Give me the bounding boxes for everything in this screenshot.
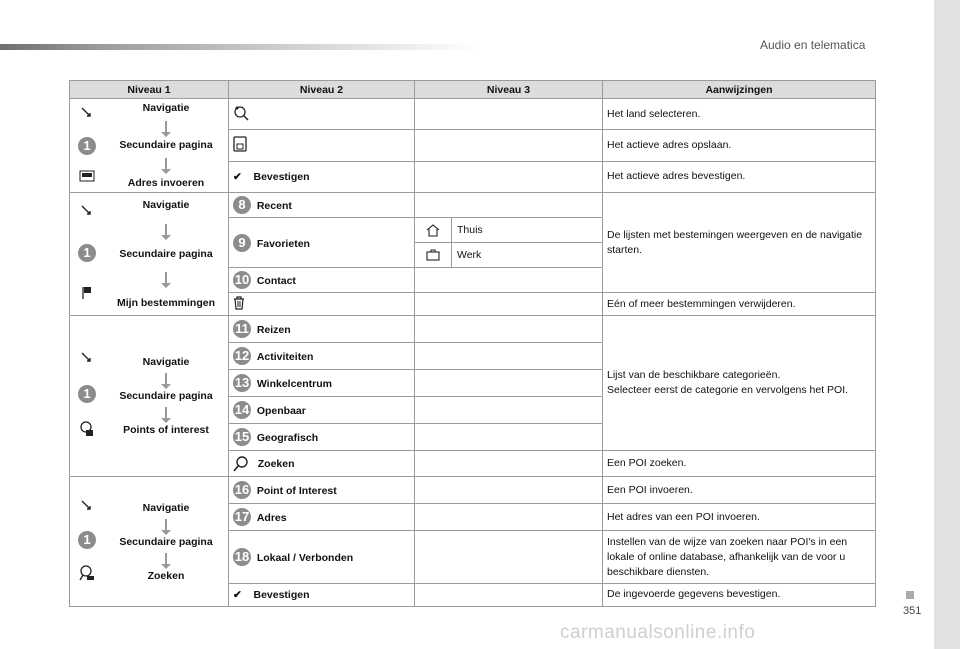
navigation-icon: [81, 205, 93, 220]
shared-note-cell: [603, 316, 876, 451]
note-line: Selecteer eerst de categorie en vervolgens het POI.: [607, 384, 849, 396]
down-arrow-icon: [165, 373, 167, 385]
level2-cell: [229, 477, 415, 504]
down-arrow-icon: [165, 519, 167, 531]
level1-cell: [70, 193, 229, 316]
level2-cell: [229, 99, 415, 130]
level1-step: Navigatie: [142, 356, 190, 368]
level2-label: Openbaar: [256, 405, 306, 417]
level3-cell: [415, 504, 603, 531]
save-icon: [233, 143, 247, 155]
check-icon: ✔: [233, 170, 242, 183]
search-abc-icon: [79, 565, 95, 584]
note-cell: Een POI invoeren.: [603, 477, 876, 504]
level1-step: Secundaire pagina: [119, 535, 213, 548]
check-icon: ✔: [233, 588, 242, 601]
level3-cell: [415, 451, 603, 477]
badge-12: 12: [234, 348, 250, 363]
badge-9: 9: [233, 234, 251, 252]
level2-cell: [229, 451, 415, 477]
down-arrow-icon: [165, 224, 167, 236]
address-keyboard-icon: [79, 170, 95, 185]
down-arrow-icon: [165, 272, 167, 284]
level2-cell: [229, 531, 415, 583]
level1-step: Navigatie: [142, 501, 190, 514]
level1-cell: [70, 316, 229, 477]
level1-cell: [70, 99, 229, 193]
search-icon: [233, 457, 249, 469]
down-arrow-icon: [165, 553, 167, 565]
level2-label: Lokaal / Verbonden: [256, 552, 354, 565]
down-arrow-icon: [165, 407, 167, 419]
note-cell: Een POI zoeken.: [603, 451, 876, 477]
badge-8: 8: [233, 196, 251, 214]
level1-cell: [70, 477, 229, 607]
level3-cell: [415, 316, 603, 343]
navigation-icon: [81, 107, 93, 122]
level3-cell: [415, 370, 603, 397]
level2-cell: [229, 130, 415, 161]
level2-label: Favorieten: [256, 237, 310, 250]
note-cell: Het adres van een POI invoeren.: [603, 504, 876, 531]
level2-cell: [229, 161, 415, 192]
level2-label: Activiteiten: [256, 351, 314, 363]
level2-label: Contact: [256, 275, 296, 287]
level2-cell: [229, 218, 415, 268]
level3-cell: [415, 218, 603, 243]
table-header-row: [70, 81, 876, 99]
header-gradient-bar: [0, 44, 480, 50]
badge-10: 10: [234, 272, 250, 287]
col-header: Niveau 3: [415, 81, 603, 99]
table-row: [70, 477, 876, 504]
level2-cell: [229, 397, 415, 424]
level2-label: Bevestigen: [253, 170, 310, 183]
step-badge: 1: [78, 137, 96, 155]
settings-table: [69, 80, 876, 607]
level2-label: Geografisch: [256, 432, 319, 444]
work-icon: [415, 243, 452, 267]
badge-17: 17: [234, 509, 250, 525]
level3-cell: [415, 583, 603, 606]
level2-cell: [229, 504, 415, 531]
level1-step: Points of interest: [123, 424, 209, 436]
col-header: Niveau 1: [70, 81, 229, 99]
level2-label: Adres: [256, 512, 287, 525]
trash-icon: [233, 301, 245, 313]
note-cell: De ingevoerde gegevens bevestigen.: [603, 583, 876, 606]
note-cell: Eén of meer bestemmingen verwijderen.: [603, 293, 876, 316]
level3-label: Thuis: [457, 224, 483, 236]
table-row: [70, 193, 876, 218]
level2-cell: [229, 343, 415, 370]
badge-14: 14: [234, 402, 250, 417]
level2-label: Winkelcentrum: [256, 378, 333, 390]
level3-cell: [415, 130, 603, 161]
col-header: Niveau 2: [229, 81, 415, 99]
level3-cell: [415, 424, 603, 451]
level1-step: Secundaire pagina: [119, 390, 213, 402]
page-marker: [906, 591, 914, 599]
badge-15: 15: [234, 429, 250, 444]
down-arrow-icon: [165, 121, 167, 133]
badge-11: 11: [233, 320, 251, 338]
watermark: carmanualsonline.info: [560, 622, 756, 643]
level3-cell: [415, 99, 603, 130]
country-icon: [233, 112, 249, 124]
level1-step: Navigatie: [142, 101, 190, 114]
note-cell: Instellen van de wijze van zoeken naar POI's in een lokale of online database, afhankelijk van de voor u beschikbare diensten.: [603, 531, 876, 583]
level3-cell: [415, 293, 603, 316]
level2-cell: [229, 193, 415, 218]
level2-label: Zoeken: [257, 457, 295, 470]
level1-step: Navigatie: [142, 199, 190, 212]
poi-icon: [79, 421, 95, 440]
side-strip: [934, 0, 960, 649]
level1-step: Mijn bestemmingen: [116, 296, 215, 309]
level3-cell: [415, 161, 603, 192]
level3-label: Werk: [457, 249, 482, 261]
level3-cell: [415, 531, 603, 583]
level3-cell: [415, 477, 603, 504]
step-badge: 1: [78, 531, 96, 549]
destination-flag-icon: [81, 286, 93, 303]
note-line: Lijst van de beschikbare categorieën.: [607, 369, 781, 381]
level3-cell: [415, 193, 603, 218]
level2-cell: [229, 293, 415, 316]
table-row: [70, 99, 876, 130]
home-icon: [415, 218, 452, 242]
shared-note-cell: De lijsten met bestemingen weergeven en de navigatie starten.: [603, 193, 876, 293]
level2-label: Point of Interest: [256, 485, 337, 498]
step-badge: 1: [78, 244, 96, 262]
badge-13: 13: [234, 375, 250, 390]
badge-18: 18: [234, 549, 250, 565]
level1-step: Secundaire pagina: [119, 247, 213, 260]
note-cell: Het land selecteren.: [603, 99, 876, 130]
level2-label: Bevestigen: [253, 588, 310, 601]
level3-cell: [415, 343, 603, 370]
table-row: [70, 316, 876, 343]
navigation-icon: [81, 500, 93, 515]
step-badge: 1: [78, 385, 96, 403]
col-header: Aanwijzingen: [603, 81, 876, 99]
down-arrow-icon: [165, 158, 167, 170]
level1-step: Secundaire pagina: [119, 139, 213, 152]
note-cell: Het actieve adres opslaan.: [603, 130, 876, 161]
level3-cell: [415, 397, 603, 424]
level2-cell: [229, 424, 415, 451]
section-title: Audio en telematica: [760, 38, 866, 52]
level1-step: Zoeken: [147, 569, 185, 582]
level2-cell: [229, 370, 415, 397]
page-number: 351: [903, 605, 922, 617]
note-cell: Het actieve adres bevestigen.: [603, 161, 876, 192]
badge-16: 16: [234, 482, 250, 498]
level2-cell: [229, 268, 415, 293]
level2-cell: [229, 583, 415, 606]
level2-label: Recent: [256, 200, 292, 212]
level2-cell: [229, 316, 415, 343]
navigation-icon: [81, 352, 93, 367]
level1-step: Adres invoeren: [127, 177, 205, 190]
level3-cell: [415, 243, 603, 268]
level2-label: Reizen: [256, 324, 291, 336]
level3-cell: [415, 268, 603, 293]
